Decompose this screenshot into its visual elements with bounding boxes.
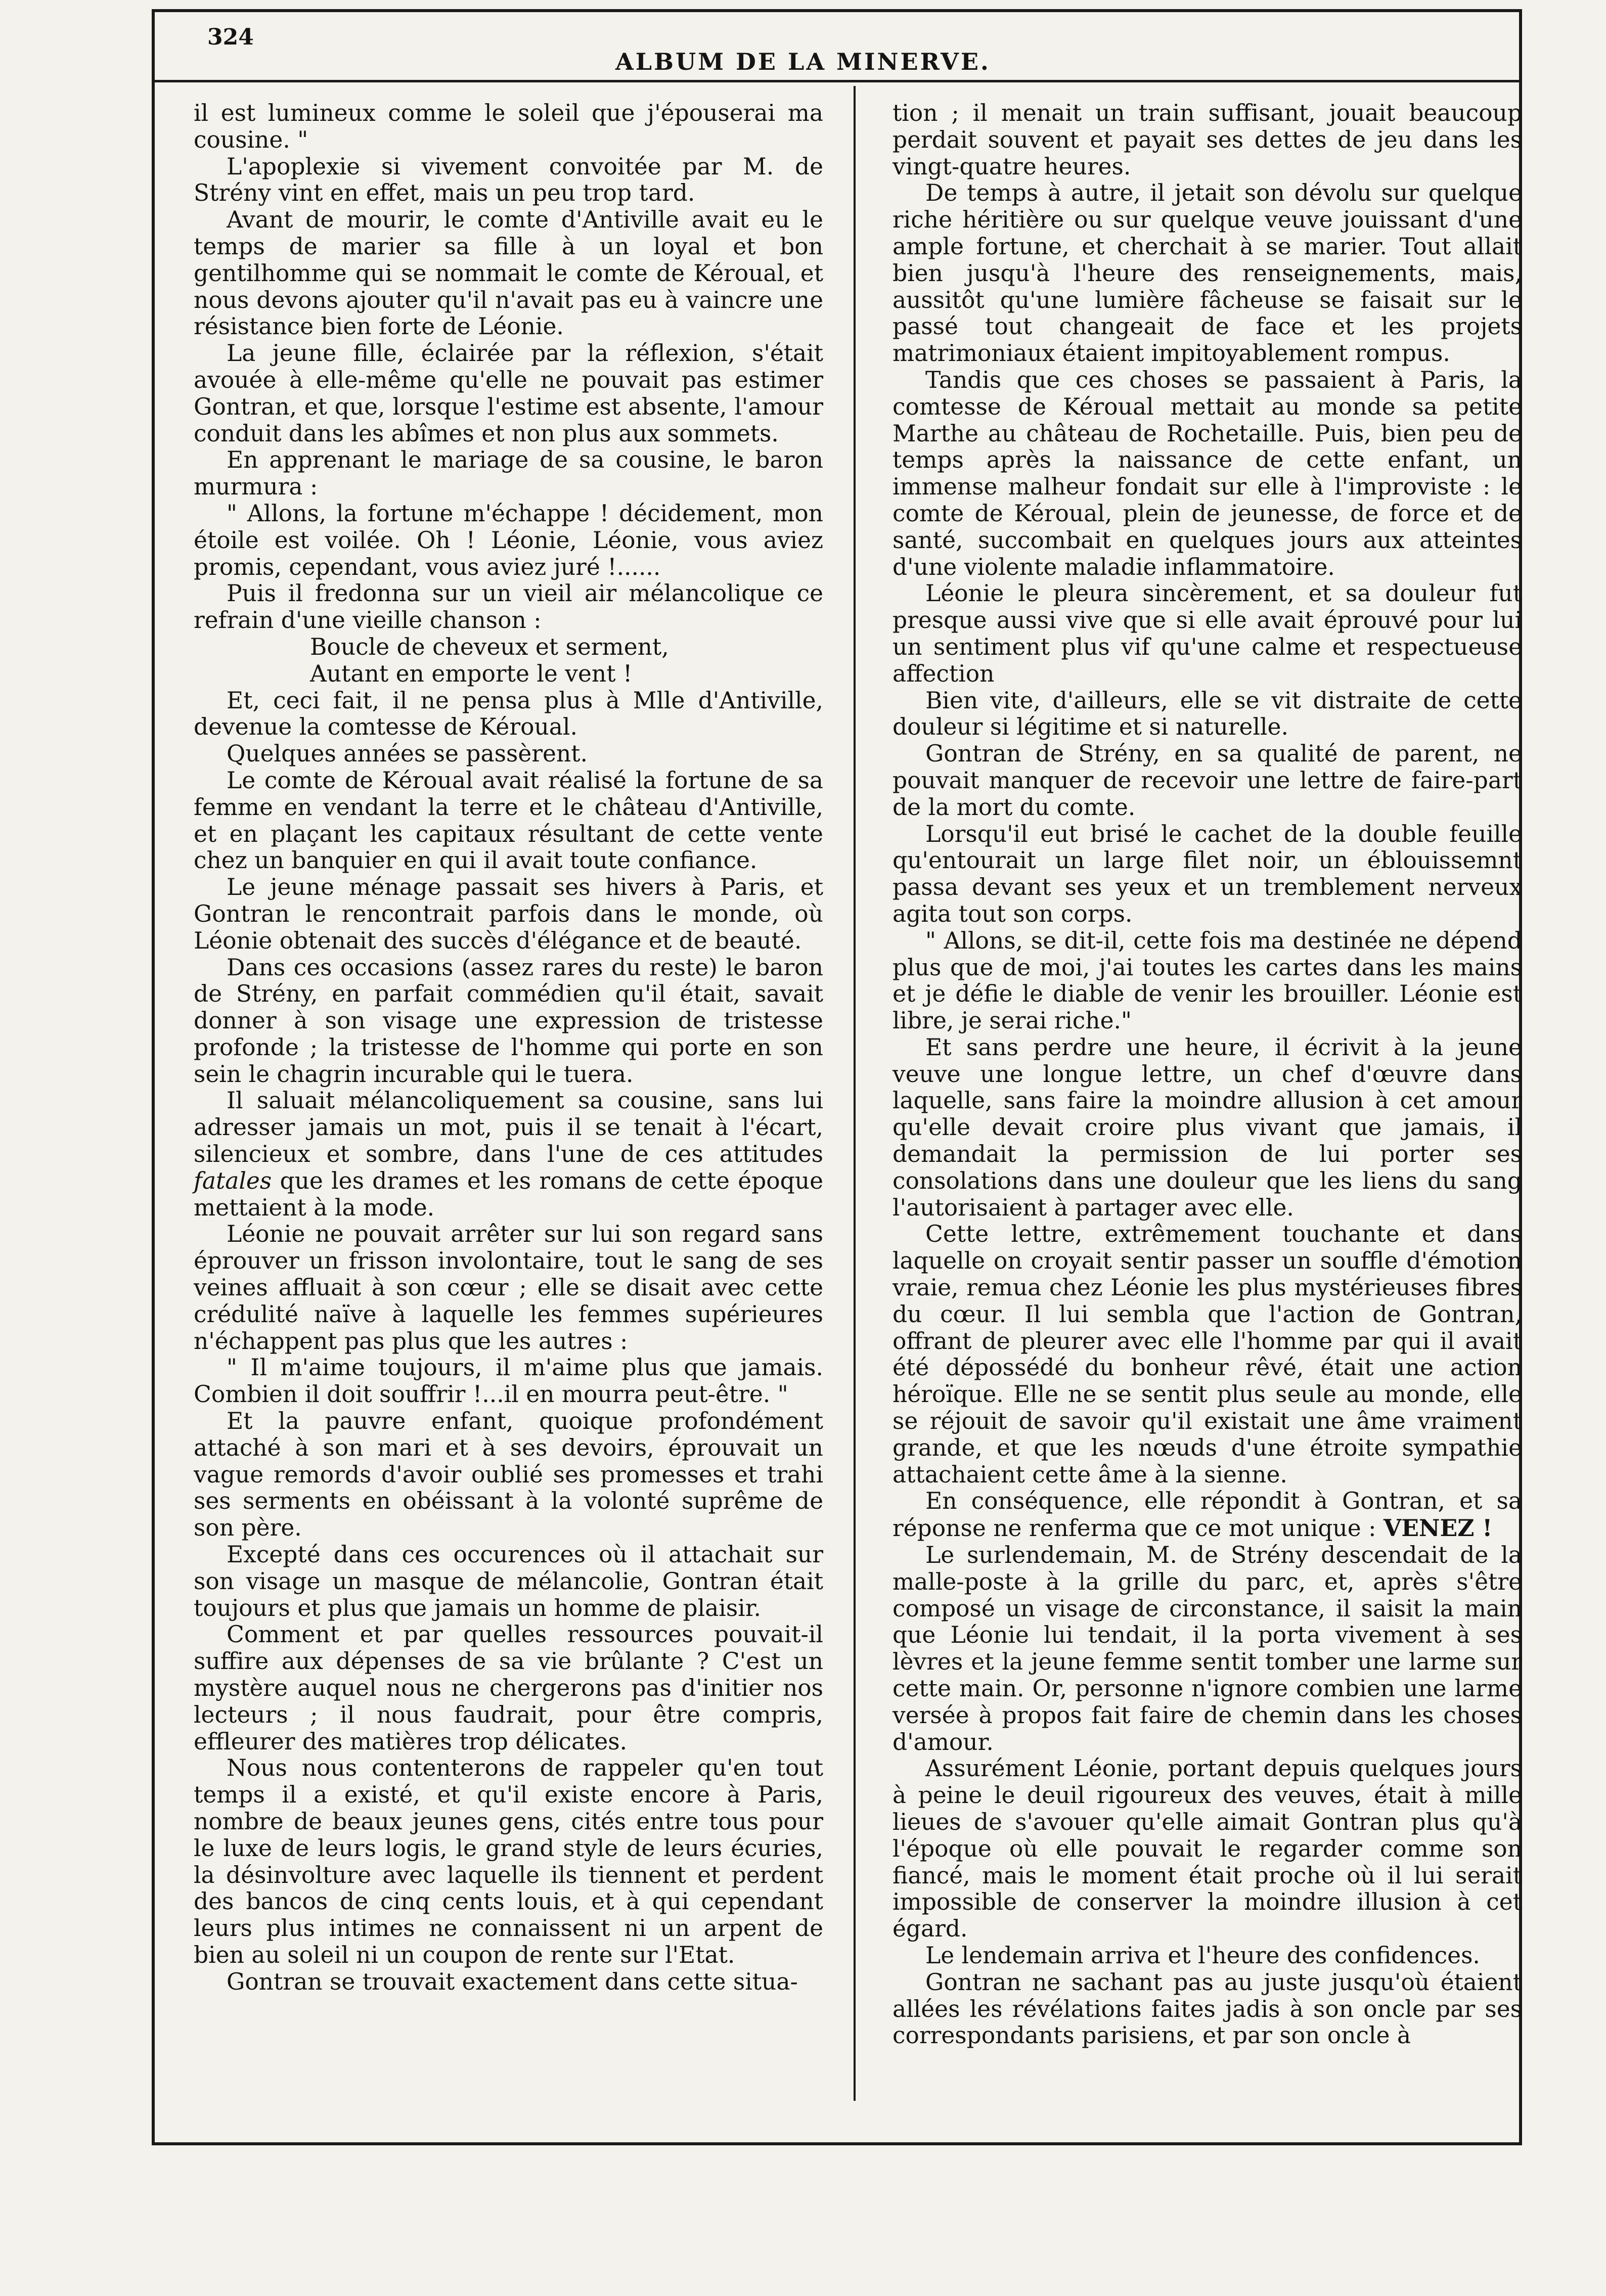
verse-line: Boucle de cheveux et serment, xyxy=(310,633,669,660)
paragraph: Nous nous contenterons de rappeler qu'en tout temps il a existé, et qu'il existe encore à Paris, nombre de beaux jeunes gens, cités entre tous pour le luxe de leurs logis, le grand style de leurs écuries, la désinvolture avec laquelle ils tiennent et perdent des bancos de cinq cents louis, et à qui cependant leurs plus intimes ne connaissent ni un arpent de bien au soleil ni un coupon de rente sur l'Etat. xyxy=(194,1754,823,1968)
paragraph: Lorsqu'il eut brisé le cachet de la double feuille qu'entourait un large filet noir, un éblouissemnt passa devant ses yeux et un tremblement nerveux agita tout son corps. xyxy=(893,820,1522,927)
paragraph: " Il m'aime toujours, il m'aime plus que jamais. Combien il doit souffrir !...il en mourra peut-être. " xyxy=(194,1354,823,1408)
paragraph: Le surlendemain, M. de Strény descendait de la malle-poste à la grille du parc, et, après s'être composé un visage de circonstance, il saisit la main que Léonie lui tendait, il la porta vivement à ses lèvres et la jeune femme sentit tomber une larme sur cette main. Or, personne n'ignore combien une larme versée à propos fait faire de chemin dans les choses d'amour. xyxy=(893,1542,1522,1755)
paragraph: La jeune fille, éclairée par la réflexion, s'était avouée à elle-même qu'elle ne pouvait pas estimer Gontran, et que, lorsque l'estime est absente, l'amour conduit dans les abîmes et non plus aux sommets. xyxy=(194,340,823,447)
left-column xyxy=(194,100,823,1996)
verse-line: Autant en emporte le vent ! xyxy=(310,660,633,687)
paragraph: Le jeune ménage passait ses hivers à Paris, et Gontran le rencontrait parfois dans le monde, où Léonie obtenait des succès d'élégance et de beauté. xyxy=(194,874,823,954)
paragraph: Léonie ne pouvait arrêter sur lui son regard sans éprouver un frisson involontaire, tout le sang de ses veines affluait à son cœur ; elle se disait avec cette crédulité naïve à laquelle les femmes supérieures n'échappent pas plus que les autres : xyxy=(194,1221,823,1355)
column-divider xyxy=(854,86,856,2101)
paragraph: En apprenant le mariage de sa cousine, le baron murmura : xyxy=(194,446,823,501)
paragraph: " Allons, se dit-il, cette fois ma destinée ne dépend plus que de moi, j'ai toutes les cartes dans les mains et je défie le diable de venir les brouiller. Léonie est libre, je serai riche." xyxy=(893,927,1522,1034)
paragraph: L'apoplexie si vivement convoitée par M. de Strény vint en effet, mais un peu trop tard. xyxy=(194,153,823,207)
paragraph: Léonie le pleura sincèrement, et sa douleur fut presque aussi vive que si elle avait éprouvé pour lui un sentiment plus vif qu'une calme et respectueuse affection xyxy=(893,580,1522,687)
paragraph: Puis il fredonna sur un vieil air mélancolique ce refrain d'une vieille chanson : xyxy=(194,580,823,634)
paragraph: Quelques années se passèrent. xyxy=(227,740,588,768)
paragraph xyxy=(893,1488,1522,1542)
paragraph: Tandis que ces choses se passaient à Paris, la comtesse de Kéroual mettait au monde sa petite Marthe au château de Rochetaille. Puis, bien peu de temps après la naissance de cette enfant, un immense malheur fondait sur elle à l'improviste : le comte de Kéroual, plein de jeunesse, de force et de santé, succombait en quelques jours aux atteintes d'une violente maladie inflammatoire. xyxy=(893,366,1522,580)
paragraph: tion ; il menait un train suffisant, jouait beaucoup perdait souvent et payait ses dettes de jeu dans les vingt-quatre heures. xyxy=(893,100,1522,180)
text-run: Il saluait mélancoliquement sa cousine, sans lui adresser jamais un mot, puis il se tenait à l'écart, silencieux et sombre, dans l'une de ces attitudes xyxy=(194,1087,823,1168)
paragraph: il est lumineux comme le soleil que j'épouserai ma cousine. " xyxy=(194,100,823,153)
header-rule xyxy=(152,80,1522,82)
paragraph: " Allons, la fortune m'échappe ! décidement, mon étoile est voilée. Oh ! Léonie, Léonie, vous aviez promis, cependant, vous aviez juré !...... xyxy=(194,500,823,580)
paragraph: Gontran ne sachant pas au juste jusqu'où étaient allées les révélations faites jadis à son oncle par ses correspondants parisiens, et par son oncle à xyxy=(893,1968,1522,2049)
paragraph xyxy=(194,1088,823,1221)
italic-word: fatales xyxy=(194,1167,272,1194)
paragraph: Avant de mourir, le comte d'Antiville avait eu le temps de marier sa fille à un loyal et bon gentilhomme qui se nommait le comte de Kéroual, et nous devons ajouter qu'il n'avait pas eu à vaincre une résistance bien forte de Léonie. xyxy=(194,206,823,340)
text-run: En conséquence, elle répondit à Gontran, et sa réponse ne renferma que ce mot unique : xyxy=(893,1488,1522,1542)
paragraph: De temps à autre, il jetait son dévolu sur quelque riche héritière ou sur quelque veuve jouissant d'une ample fortune, et cherchait à se marier. Tout allait bien jusqu'à l'heure des renseignements, mais, aussitôt qu'une lumière fâcheuse se faisait sur le passé tout changeait de face et les projets matrimoniaux étaient impitoyablement rompus. xyxy=(893,179,1522,367)
paragraph: Et sans perdre une heure, il écrivit à la jeune veuve une longue lettre, un chef d'œuvre dans laquelle, sans faire la moindre allusion à cet amour qu'elle devait croire plus vivant que jamais, il demandait la permission de lui porter ses consolations dans une douleur que les liens du sang l'autorisaient à partager avec elle. xyxy=(893,1033,1522,1221)
paragraph: Dans ces occasions (assez rares du reste) le baron de Strény, en parfait commédien qu'il était, savait donner à son visage une expression de tristesse profonde ; la tristesse de l'homme qui porte en son sein le chagrin incurable qui le tuera. xyxy=(194,954,823,1088)
paragraph: Et, ceci fait, il ne pensa plus à Mlle d'Antiville, devenue la comtesse de Kéroual. xyxy=(194,687,823,741)
emphasis-word: VENEZ ! xyxy=(1383,1514,1493,1542)
paragraph: Gontran de Strény, en sa qualité de parent, ne pouvait manquer de recevoir une lettre de faire-part de la mort du comte. xyxy=(893,740,1522,821)
paragraph: Assurément Léonie, portant depuis quelques jours à peine le deuil rigoureux des veuves, était à mille lieues de s'avouer qu'elle aimait Gontran plus qu'à l'époque où elle pouvait le regarder comme son fiancé, mais le moment était proche où il lui serait impossible de conserver la moindre illusion à cet égard. xyxy=(893,1755,1522,1943)
paragraph: Cette lettre, extrêmement touchante et dans laquelle on croyait sentir passer un souffle d'émotion vraie, remua chez Léonie les plus mystérieuses fibres du cœur. Il lui sembla que l'action de Gontran, offrant de pleurer avec elle l'homme par qui il avait été dépossédé du bonheur rêvé, était une action héroïque. Elle ne se sentit plus seule au monde, elle se réjouit de savoir qu'il existait une âme vraiment grande, et que les nœuds d'une étroite sympathie attachaient cette âme à la sienne. xyxy=(893,1221,1522,1488)
paragraph: Bien vite, d'ailleurs, elle se vit distraite de cette douleur si légitime et si naturelle. xyxy=(893,687,1522,741)
paragraph: Comment et par quelles ressources pouvait-il suffire aux dépenses de sa vie brûlante ? C'est un mystère auquel nous ne chergerons pas d'initier nos lecteurs ; il nous faudrait, pour être compris, effleurer des matières trop délicates. xyxy=(194,1621,823,1755)
paragraph: Le comte de Kéroual avait réalisé la fortune de sa femme en vendant la terre et le château d'Antiville, et en plaçant les capitaux résultant de cette vente chez un banquier en qui il avait toute confiance. xyxy=(194,767,823,874)
paragraph: Gontran se trouvait exactement dans cette situa- xyxy=(227,1968,798,1995)
text-run: que les drames et les romans de cette époque mettaient à la mode. xyxy=(194,1167,824,1221)
paragraph: Le lendemain arriva et l'heure des confidences. xyxy=(925,1942,1480,1969)
right-column xyxy=(893,100,1522,2049)
running-title: ALBUM DE LA MINERVE. xyxy=(615,48,991,75)
paragraph: Excepté dans ces occurences où il attachait sur son visage un masque de mélancolie, Gontran était toujours et plus que jamais un homme de plaisir. xyxy=(194,1541,823,1622)
page-number: 324 xyxy=(207,24,254,50)
paragraph: Et la pauvre enfant, quoique profondément attaché à son mari et à ses devoirs, éprouvait un vague remords d'avoir oublié ses promesses et trahi ses serments en obéissant à la volonté suprême de son père. xyxy=(194,1408,823,1542)
